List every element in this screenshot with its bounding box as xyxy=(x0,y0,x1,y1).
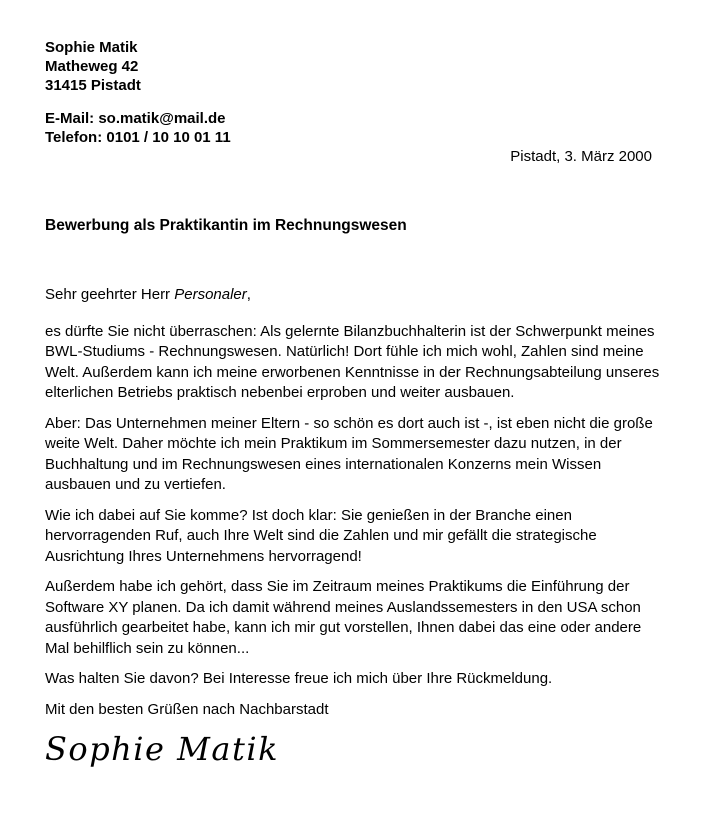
body-paragraph xyxy=(45,322,660,404)
paragraph-line: Aber: Das Unternehmen meiner Eltern - so schön es dort auch ist -, ist eben nicht die große xyxy=(45,414,653,432)
paragraph-line: Software XY planen. Da ich damit während meines Auslandssemesters in den USA schon xyxy=(45,598,641,616)
sender-city: 31415 Pistadt xyxy=(45,77,141,94)
paragraph-line: Außerdem habe ich gehört, dass Sie im Zeitraum meines Praktikums die Einführung der xyxy=(45,578,630,595)
paragraph-line: Mal behilflich sein zu können... xyxy=(45,639,250,657)
paragraph-line: BWL-Studiums - Rechnungswesen. Natürlich! Dort fühle ich mich wohl, Zahlen sind meine xyxy=(45,343,644,360)
paragraph-line: Wie ich dabei auf Sie komme? Ist doch klar: Sie genießen in der Branche einen xyxy=(45,506,572,524)
signature: Sophie Matik xyxy=(45,730,279,768)
salutation-recipient: Personaler xyxy=(174,286,247,303)
sender-street: Matheweg 42 xyxy=(45,58,139,75)
paragraph-line: Was halten Sie davon? Bei Interesse freue ich mich über Ihre Rückmeldung. xyxy=(45,670,553,687)
paragraph-line: es dürfte Sie nicht überraschen: Als gelernte Bilanzbuchhalterin ist der Schwerpunkt meines xyxy=(45,322,655,340)
body-paragraph xyxy=(45,506,652,568)
paragraph-line: ausführlich gearbeitet habe, kann ich mir gut vorstellen, Ihnen dabei das eine oder andere xyxy=(45,619,642,636)
sender-address-block xyxy=(45,38,652,95)
sender-name: Sophie Matik xyxy=(45,39,138,56)
subject-line: Bewerbung als Praktikantin im Rechnungswesen xyxy=(45,217,407,234)
body-paragraph xyxy=(45,577,652,659)
sender-phone: Telefon: 0101 / 10 10 01 11 xyxy=(45,129,231,146)
paragraph-line: weite Welt. Daher möchte ich mein Praktikum im Sommersemester dazu nutzen, in der xyxy=(45,435,622,452)
sender-email: E-Mail: so.matik@mail.de xyxy=(45,110,226,127)
paragraph-line: elterlichen Betriebs praktisch nebenbei erproben und weiter ausbauen. xyxy=(45,384,515,401)
letter-body xyxy=(45,322,660,690)
dateline: Pistadt, 3. März 2000 xyxy=(510,148,652,165)
paragraph-line: Buchhaltung und im Rechnungswesen eines internationalen Konzerns mein Wissen xyxy=(45,455,602,473)
paragraph-line: Welt. Außerdem kann ich meine erworbenen Kenntnisse in der Rechnungsabteilung unseres xyxy=(45,363,660,381)
salutation-prefix: Sehr geehrter Herr xyxy=(45,286,175,303)
closing-line: Mit den besten Grüßen nach Nachbarstadt xyxy=(45,700,329,718)
body-paragraph xyxy=(45,414,652,496)
paragraph-line: hervorragenden Ruf, auch Ihre Welt sind die Zahlen und mir gefällt die strategische xyxy=(45,527,597,544)
paragraph-line: ausbauen und zu vertiefen. xyxy=(45,476,226,493)
salutation-suffix: , xyxy=(246,286,251,303)
sender-contact-block xyxy=(45,109,652,147)
salutation xyxy=(45,285,652,306)
paragraph-line: Ausrichtung Ihres Unternehmens hervorragend! xyxy=(45,547,362,565)
body-paragraph xyxy=(45,669,652,690)
